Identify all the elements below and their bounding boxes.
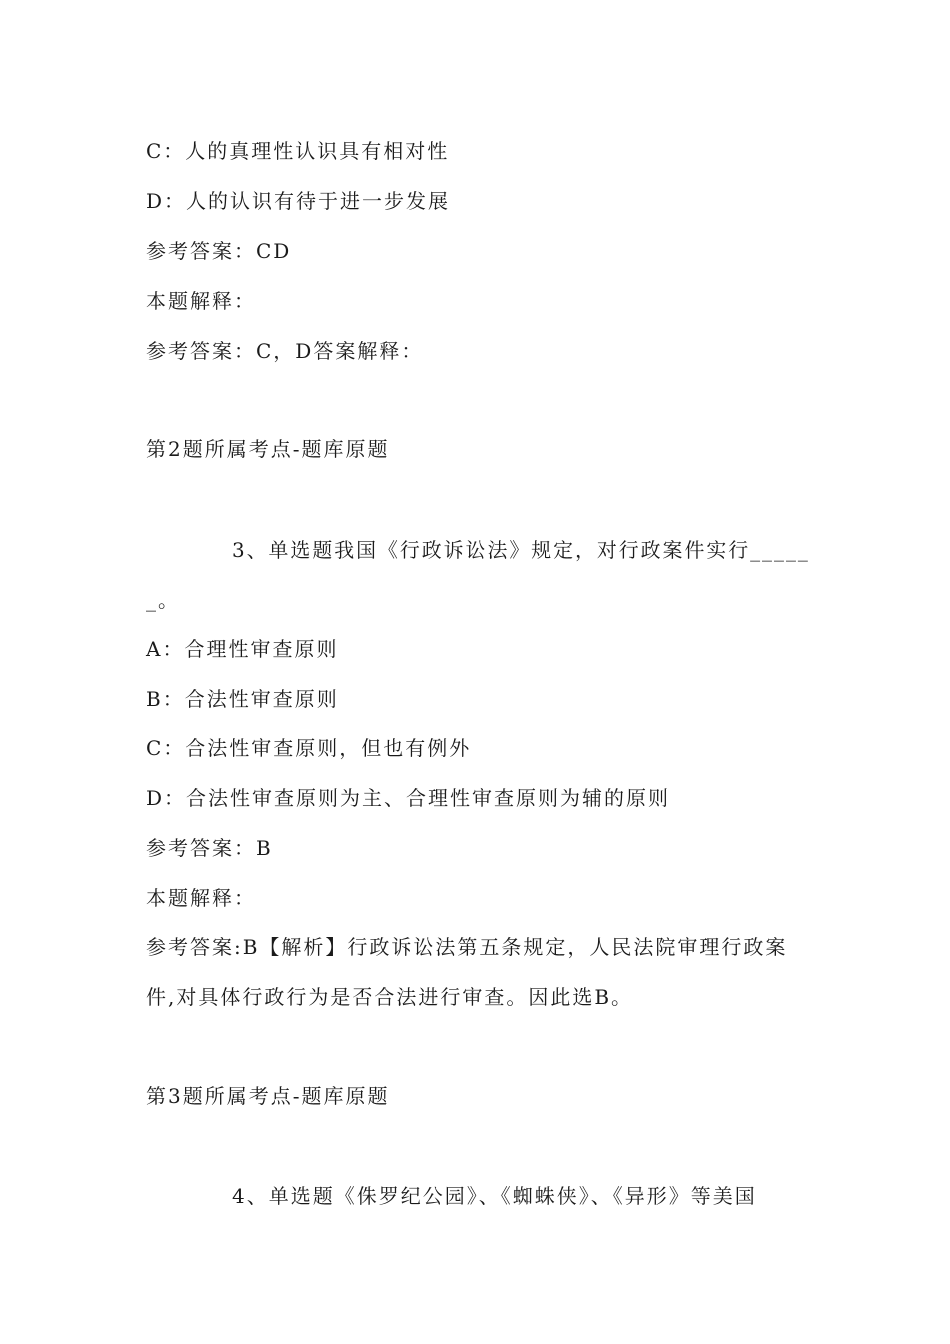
q3-explain-line2: 件,对具体行政行为是否合法进行审查。因此选B。 xyxy=(146,985,634,1009)
q2-option-c: C：人的真理性认识具有相对性 xyxy=(146,139,450,163)
q3-stem-line1: 3、单选题我国《行政诉讼法》规定，对行政案件实行_____ xyxy=(232,538,810,562)
q2-explain-text: 参考答案：C，D答案解释： xyxy=(146,339,424,363)
q3-stem-line2: _。 xyxy=(146,588,180,612)
q3-topic: 第3题所属考点-题库原题 xyxy=(146,1084,390,1108)
q3-answer: 参考答案：B xyxy=(146,836,273,860)
q3-option-a: A：合理性审查原则 xyxy=(146,637,339,661)
q2-option-d: D：人的认识有待于进一步发展 xyxy=(146,189,451,213)
q3-explain-label: 本题解释： xyxy=(146,886,256,910)
q2-answer: 参考答案：CD xyxy=(146,239,292,263)
q2-explain-label: 本题解释： xyxy=(146,289,256,313)
q3-option-d: D：合法性审查原则为主、合理性审查原则为辅的原则 xyxy=(146,786,671,810)
q4-stem-line1: 4、单选题《侏罗纪公园》、《蜘蛛侠》、《异形》等美国 xyxy=(232,1184,757,1208)
q2-topic: 第2题所属考点-题库原题 xyxy=(146,437,390,461)
q3-option-b: B：合法性审查原则 xyxy=(146,687,339,711)
q3-option-c: C：合法性审查原则，但也有例外 xyxy=(146,736,472,760)
q3-explain-line1: 参考答案:B【解析】行政诉讼法第五条规定，人民法院审理行政案 xyxy=(146,935,788,959)
